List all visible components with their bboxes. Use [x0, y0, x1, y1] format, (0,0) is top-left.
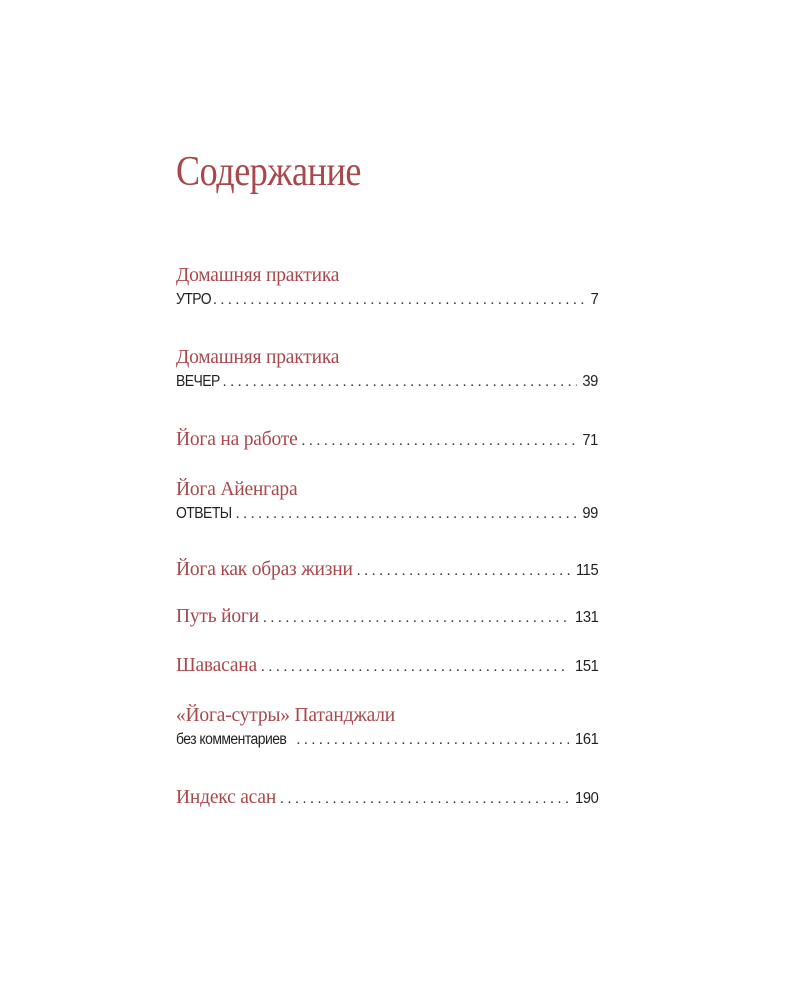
leader-dots	[213, 288, 586, 312]
toc-entry[interactable]	[176, 428, 598, 452]
toc-line[interactable]	[176, 288, 598, 312]
leader-dots	[357, 559, 570, 583]
toc-section-heading: Домашняя практика	[176, 347, 340, 368]
toc-entry-label: Шавасана	[176, 655, 257, 676]
toc-section-heading: Йога Айенгара	[176, 479, 298, 500]
page-number: 71	[582, 432, 598, 449]
leader-dots	[236, 502, 577, 526]
page-number: 99	[582, 505, 598, 522]
leader-dots	[297, 728, 569, 752]
toc-entry-label: Йога на работе	[176, 429, 298, 450]
toc-entry[interactable]	[176, 558, 598, 582]
page-number: 151	[574, 658, 598, 675]
toc-entry-label: ВЕЧЕР	[176, 373, 220, 390]
toc-line[interactable]	[176, 428, 598, 452]
toc-entry[interactable]	[176, 346, 598, 394]
leader-dots	[280, 787, 568, 811]
leader-dots	[261, 655, 569, 679]
toc-entry-label: ОТВЕТЫ	[176, 505, 232, 522]
page-title: Содержание	[176, 149, 361, 195]
toc-line[interactable]	[176, 370, 598, 394]
toc-line[interactable]	[176, 502, 598, 526]
page-number: 190	[574, 790, 598, 807]
toc-section-heading: «Йога-сутры» Патанджали	[176, 705, 395, 726]
leader-dots	[263, 606, 569, 630]
leader-dots	[223, 370, 577, 394]
toc-section-heading: Домашняя практика	[176, 265, 340, 286]
page-number: 7	[590, 291, 598, 308]
toc-line[interactable]	[176, 654, 598, 678]
toc-entry[interactable]	[176, 605, 598, 629]
leader-dots	[302, 429, 577, 453]
toc-entry-label: Йога как образ жизни	[176, 559, 353, 580]
toc-entry-label: Индекс асан	[176, 787, 277, 808]
toc-entry[interactable]	[176, 478, 598, 526]
toc-line[interactable]	[176, 605, 598, 629]
toc-entry[interactable]	[176, 654, 598, 678]
page-number: 39	[582, 373, 598, 390]
toc-line[interactable]	[176, 558, 598, 582]
page-number: 161	[574, 731, 598, 748]
toc-entry-label: Путь йоги	[176, 606, 259, 627]
toc-entry[interactable]	[176, 786, 598, 810]
page-number: 131	[574, 609, 598, 626]
toc-entry-label: без комментариев	[176, 731, 287, 748]
toc-line[interactable]	[176, 786, 598, 810]
toc-line[interactable]	[176, 728, 598, 752]
toc-entry[interactable]	[176, 704, 598, 752]
toc-entry[interactable]	[176, 264, 598, 312]
page-number: 115	[575, 562, 598, 579]
toc-entry-label: УТРО	[176, 291, 212, 308]
